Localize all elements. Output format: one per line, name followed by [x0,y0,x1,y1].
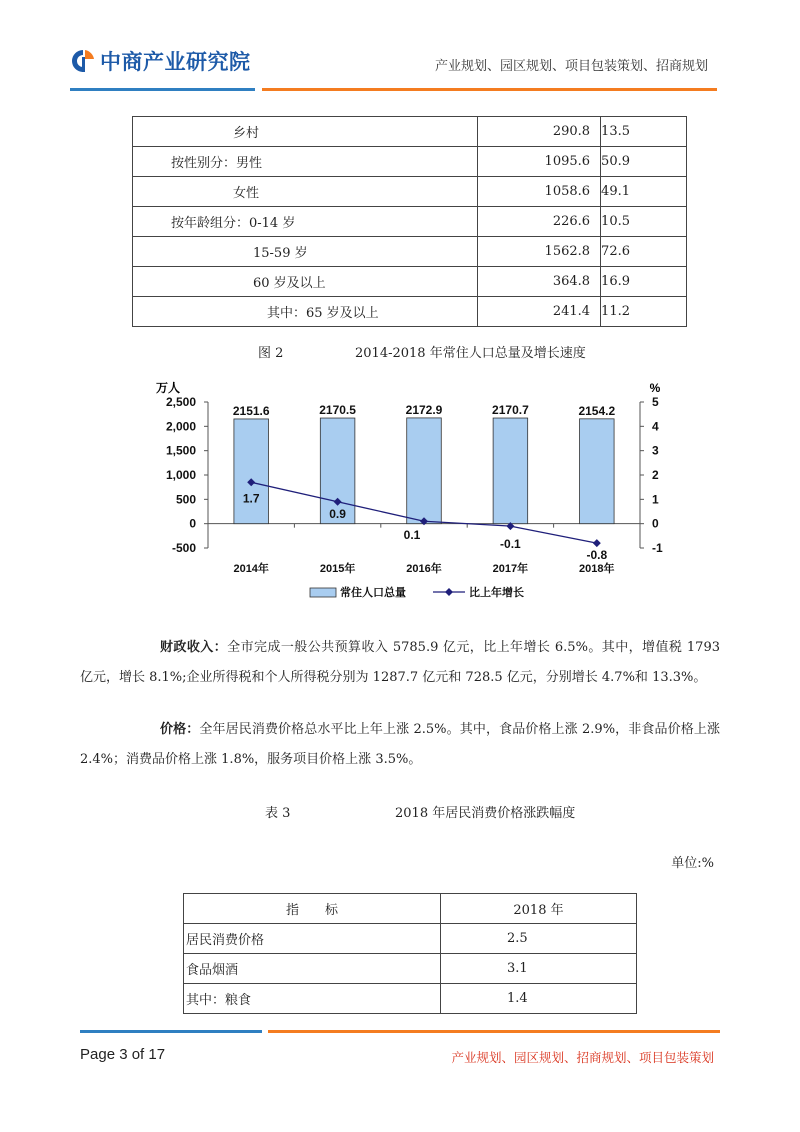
row-share: 49.1 [601,177,687,207]
footer-divider-blue [80,1030,262,1033]
row-share: 10.5 [601,207,687,237]
x-tick-label: 2015年 [319,563,356,575]
y-tick-label-left: 2,500 [165,395,196,409]
figure-title: 2014-2018 年常住人口总量及增长速度 [355,346,586,361]
x-tick-label: 2016年 [406,563,442,575]
row-value: 241.4 [478,297,601,327]
figure-number: 图 2 [258,346,284,361]
header-divider-blue [70,88,255,91]
table-row [184,924,637,954]
table-row [184,984,637,1014]
row-share: 72.6 [601,237,687,267]
row-label: 其中：65 岁及以上 [133,297,478,327]
bar [407,418,442,524]
population-chart [150,372,680,612]
table-row [133,207,687,237]
growth-value-label: -0.8 [586,548,608,563]
header-indicator: 指 标 [184,894,441,924]
table-title: 2018 年居民消费价格涨跌幅度 [395,806,576,821]
growth-value-label: 1.7 [242,491,260,506]
bar [493,418,528,524]
row-share: 16.9 [601,267,687,297]
row-value: 364.8 [478,267,601,297]
bar [580,419,615,524]
legend-line-label: 比上年增长 [469,587,524,599]
row-label: 15-59 岁 [133,237,478,267]
row-value: 1095.6 [478,147,601,177]
growth-value-label: -0.1 [500,537,521,552]
row-value: 290.8 [478,117,601,147]
y-tick-label-left: 2,000 [165,419,196,434]
row-share: 50.9 [601,147,687,177]
table-row [133,177,687,207]
legend-bar-label: 常住人口总量 [340,587,406,599]
table-header-row [184,894,637,924]
y-tick-label-left: 1,000 [165,468,196,482]
finance-heading: 财政收入： [160,640,228,655]
row-label: 女性 [133,177,478,207]
table-row [133,297,687,327]
table-row [133,237,687,267]
y-tick-label-right: 2 [652,468,659,482]
row-value: 1.4 [441,984,637,1014]
y-tick-label-left: -500 [171,541,196,555]
x-tick-label: 2014年 [233,563,269,575]
bar [234,419,269,524]
y-axis-left-label: 万人 [155,381,180,395]
cpi-table [183,893,637,1014]
row-label: 其中：粮食 [184,984,441,1014]
bar-value-label: 2151.6 [232,403,270,418]
unit-label: 单位:% [671,856,714,871]
row-value: 3.1 [441,954,637,984]
y-tick-label-right: -1 [652,541,663,555]
bar-value-label: 2154.2 [578,403,616,418]
y-tick-label-right: 4 [652,419,659,434]
finance-body: 全市完成一般公共预算收入 5785.9 亿元，比上年增长 6.5%。其中，增值税 1793 亿元，增长 8.1%;企业所得税和个人所得税分别为 1287.7 亿元和 728.5 亿元，分别增长 4.7%和 13.3%。 [80,640,720,685]
table-number: 表 3 [265,806,291,821]
bar-value-label: 2170.5 [319,403,356,418]
y-tick-label-left: 1,500 [165,443,196,458]
header-divider-orange [262,88,717,91]
page-number: Page 3 of 17 [80,1046,166,1063]
footer-tagline: 产业规划、园区规划、招商规划、项目包装策划 [451,1050,714,1065]
footer-divider-orange [268,1030,720,1033]
legend-line-marker [445,588,453,596]
x-tick-label: 2018年 [579,563,615,575]
row-label: 居民消费价格 [184,924,441,954]
logo-mark-icon [70,48,96,74]
growth-value-label: 0.1 [403,528,421,543]
population-table [132,116,687,327]
y-tick-label-right: 3 [652,443,659,458]
price-heading: 价格： [160,722,200,737]
row-value: 2.5 [441,924,637,954]
row-share: 11.2 [601,297,687,327]
table-row [133,117,687,147]
price-paragraph [80,715,720,775]
y-axis-right-label: % [649,381,661,395]
growth-point [593,539,601,547]
y-tick-label-right: 0 [652,516,659,531]
price-body: 全年居民消费价格总水平比上年上涨 2.5%。其中，食品价格上涨 2.9%，非食品价格上涨 2.4%；消费品价格上涨 1.8%，服务项目价格上涨 3.5%。 [80,722,720,767]
row-share: 13.5 [601,117,687,147]
bar-value-label: 2172.9 [405,402,443,417]
row-label: 60 岁及以上 [133,267,478,297]
logo [70,44,251,78]
row-label: 乡村 [133,117,478,147]
header-tagline: 产业规划、园区规划、项目包装策划、招商规划 [434,59,708,74]
bar-value-label: 2170.7 [492,403,529,418]
legend-bar-swatch [310,588,336,597]
y-tick-label-right: 1 [652,492,659,507]
table-row [133,147,687,177]
logo-text: 中商产业研究院 [100,50,251,74]
row-label: 按年龄组分：0-14 岁 [133,207,478,237]
y-tick-label-left: 0 [189,516,196,531]
table-row [184,954,637,984]
row-label: 食品烟酒 [184,954,441,984]
y-tick-label-right: 5 [652,395,659,409]
row-value: 1562.8 [478,237,601,267]
row-value: 1058.6 [478,177,601,207]
finance-paragraph [80,633,720,693]
row-value: 226.6 [478,207,601,237]
header-year: 2018 年 [441,894,637,924]
growth-value-label: 0.9 [329,506,346,521]
row-label: 按性别分：男性 [133,147,478,177]
table-row [133,267,687,297]
y-tick-label-left: 500 [175,492,196,507]
x-tick-label: 2017年 [492,563,529,575]
